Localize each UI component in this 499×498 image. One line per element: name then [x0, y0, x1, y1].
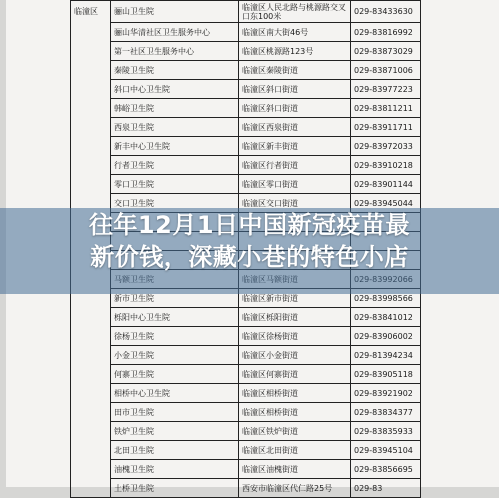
- table-row: [71, 422, 421, 441]
- phone-cell: 029-83816992: [351, 23, 421, 42]
- clinic-name-cell: 油槐卫生院: [111, 460, 239, 479]
- region-cell: [71, 137, 111, 156]
- clinic-name-cell: 交口卫生院: [111, 194, 239, 213]
- address-cell: 临潼区油槐街道: [239, 460, 351, 479]
- address-cell: 临潼区秦陵街道: [239, 61, 351, 80]
- table-row: [71, 308, 421, 327]
- table-row: [71, 346, 421, 365]
- address-cell: 临潼区新丰街道: [239, 137, 351, 156]
- address-cell: 临潼区徐杨街道: [239, 327, 351, 346]
- region-cell: [71, 479, 111, 498]
- clinic-name-cell: 北田卫生院: [111, 441, 239, 460]
- table-row: [71, 460, 421, 479]
- region-cell: [71, 175, 111, 194]
- phone-cell: 029-81394234: [351, 346, 421, 365]
- table-row: [71, 1, 421, 23]
- address-cell: 临潼区斜口街道: [239, 80, 351, 99]
- clinic-name-cell: 徐杨卫生院: [111, 327, 239, 346]
- headline-line-2: 新价钱，深藏小巷的特色小店: [90, 243, 409, 271]
- clinic-name-cell: 骊山卫生院: [111, 1, 239, 23]
- phone-cell: 029-83873029: [351, 42, 421, 61]
- region-cell: [71, 460, 111, 479]
- phone-cell: 029-83998566: [351, 289, 421, 308]
- clinic-name-cell: 第一社区卫生服务中心: [111, 42, 239, 61]
- region-cell: [71, 384, 111, 403]
- region-cell: [71, 327, 111, 346]
- table-row: [71, 23, 421, 42]
- region-cell: [71, 365, 111, 384]
- region-cell: [71, 99, 111, 118]
- phone-cell: 029-83: [351, 479, 421, 498]
- phone-cell: 029-83841012: [351, 308, 421, 327]
- region-cell: [71, 441, 111, 460]
- address-cell: 临潼区行者街道: [239, 156, 351, 175]
- clinic-name-cell: 相桥中心卫生院: [111, 384, 239, 403]
- clinic-name-cell: 韩峪卫生院: [111, 99, 239, 118]
- region-cell: 临潼区: [71, 1, 111, 23]
- region-cell: [71, 23, 111, 42]
- clinic-name-cell: 铁炉卫生院: [111, 422, 239, 441]
- address-cell: 临潼区交口街道: [239, 194, 351, 213]
- phone-cell: 029-83856695: [351, 460, 421, 479]
- phone-cell: 029-83910218: [351, 156, 421, 175]
- address-cell: 临潼区铁炉街道: [239, 422, 351, 441]
- table-row: [71, 479, 421, 498]
- table-row: [71, 175, 421, 194]
- phone-cell: 029-83945044: [351, 194, 421, 213]
- address-cell: 西安市临潼区代仁路25号: [239, 479, 351, 498]
- table-row: [71, 118, 421, 137]
- phone-cell: 029-83834377: [351, 403, 421, 422]
- address-cell: 临潼区相桥街道: [239, 403, 351, 422]
- phone-cell: 029-83871006: [351, 61, 421, 80]
- table-row: [71, 403, 421, 422]
- phone-cell: 029-83921902: [351, 384, 421, 403]
- region-cell: [71, 308, 111, 327]
- address-cell: 临潼区栎阳街道: [239, 308, 351, 327]
- table-row: [71, 441, 421, 460]
- region-cell: [71, 61, 111, 80]
- clinic-name-cell: 新市卫生院: [111, 289, 239, 308]
- region-cell: [71, 403, 111, 422]
- region-cell: [71, 80, 111, 99]
- address-cell: 临潼区北田街道: [239, 441, 351, 460]
- phone-cell: 029-83911711: [351, 118, 421, 137]
- address-cell: 临潼区西泉街道: [239, 118, 351, 137]
- clinic-name-cell: 小金卫生院: [111, 346, 239, 365]
- phone-cell: 029-83972033: [351, 137, 421, 156]
- table-row: [71, 156, 421, 175]
- phone-cell: 029-83901144: [351, 175, 421, 194]
- clinic-name-cell: 西泉卫生院: [111, 118, 239, 137]
- table-row: [71, 61, 421, 80]
- address-cell: 临潼区人民北路与桃源路交叉口东100米: [239, 1, 351, 23]
- table-row: [71, 137, 421, 156]
- headline-line-1: 往年12月1日中国新冠疫苗最: [88, 211, 411, 239]
- clinic-name-cell: 骊山华清社区卫生服务中心: [111, 23, 239, 42]
- table-row: [71, 80, 421, 99]
- region-cell: [71, 156, 111, 175]
- address-cell: 临潼区新市街道: [239, 289, 351, 308]
- clinic-name-cell: 斜口中心卫生院: [111, 80, 239, 99]
- table-row: [71, 365, 421, 384]
- table-row: [71, 327, 421, 346]
- phone-cell: 029-83433630: [351, 1, 421, 23]
- clinic-name-cell: 零口卫生院: [111, 175, 239, 194]
- clinic-name-cell: 何寨卫生院: [111, 365, 239, 384]
- region-cell: [71, 118, 111, 137]
- region-cell: [71, 42, 111, 61]
- address-cell: 临潼区零口街道: [239, 175, 351, 194]
- address-cell: 临潼区相桥街道: [239, 384, 351, 403]
- clinic-name-cell: 新丰中心卫生院: [111, 137, 239, 156]
- phone-cell: 029-83905118: [351, 365, 421, 384]
- region-cell: [71, 422, 111, 441]
- address-cell: 临潼区何寨街道: [239, 365, 351, 384]
- headline-text: [0, 209, 499, 273]
- clinic-name-cell: 土桥卫生院: [111, 479, 239, 498]
- address-cell: 临潼区斜口街道: [239, 99, 351, 118]
- phone-cell: 029-83811211: [351, 99, 421, 118]
- address-cell: 临潼区南大街46号: [239, 23, 351, 42]
- phone-cell: 029-83945104: [351, 441, 421, 460]
- phone-cell: 029-83835933: [351, 422, 421, 441]
- phone-cell: 029-83906002: [351, 327, 421, 346]
- clinic-name-cell: 栎阳中心卫生院: [111, 308, 239, 327]
- phone-cell: 029-83977223: [351, 80, 421, 99]
- region-cell: [71, 346, 111, 365]
- table-row: [71, 99, 421, 118]
- table-row: [71, 384, 421, 403]
- address-cell: 临潼区桃源路123号: [239, 42, 351, 61]
- address-cell: 临潼区小金街道: [239, 346, 351, 365]
- table-row: [71, 42, 421, 61]
- clinic-name-cell: 秦陵卫生院: [111, 61, 239, 80]
- clinic-name-cell: 行者卫生院: [111, 156, 239, 175]
- clinic-name-cell: 田市卫生院: [111, 403, 239, 422]
